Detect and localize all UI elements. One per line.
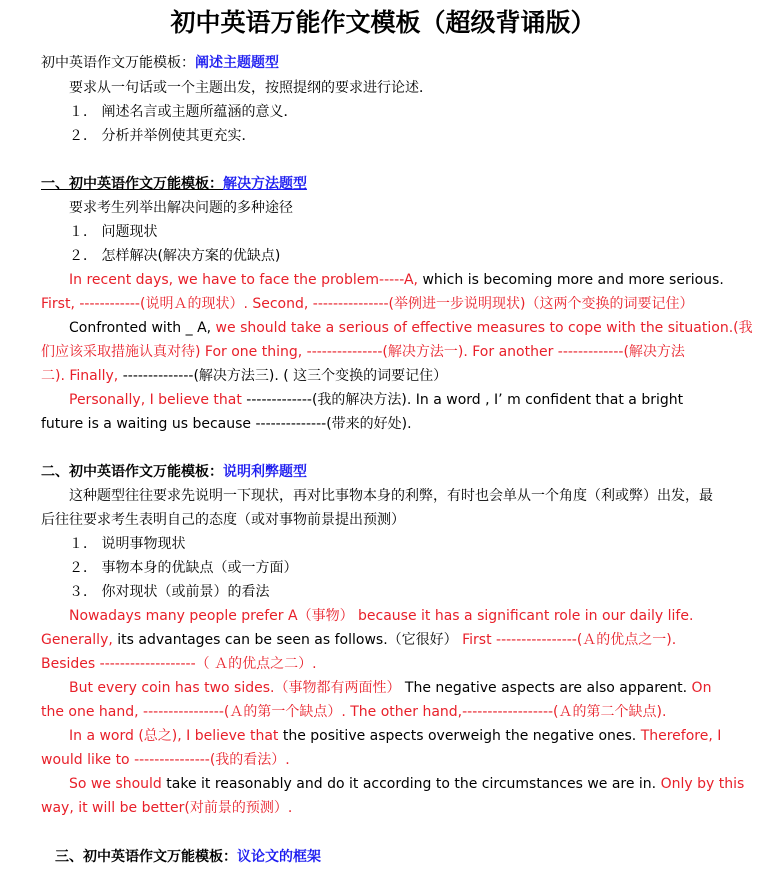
s1-para3-line1 xyxy=(69,388,683,412)
s1-p1-red: In recent days, we have to face the problem-----A, xyxy=(69,272,419,288)
page-title: 初中英语万能作文模板（超级背诵版） xyxy=(170,8,596,37)
s2-para2-line2: the one hand, ----------------(Ａ的第一个缺点）. The other hand,------------------(Ａ的第二个缺点). xyxy=(41,704,667,720)
section-2-desc-1: 这种题型往往要求先说明一下现状，再对比事物本身的利弊，有时也会单从一个角度（利或弊）出发，最 xyxy=(69,488,713,504)
s2-para4-line1 xyxy=(69,772,744,796)
section-2-heading xyxy=(41,460,307,484)
s2-para3-line2: would like to ---------------(我的看法）. xyxy=(41,752,290,768)
s2-para4-line2: way, it will be better(对前景的预测）. xyxy=(41,800,293,816)
s1-para2-line1 xyxy=(69,316,753,340)
s2-para1-line3: Besides -------------------（ Ａ的优点之二）. xyxy=(41,656,317,672)
s2-para1-line2 xyxy=(41,628,676,652)
intro-label: 初中英语作文万能模板： xyxy=(41,55,195,71)
intro-desc: 要求从一句话或一个主题出发，按照提纲的要求进行论述． xyxy=(69,80,433,96)
s2-p3-red2: Therefore, I xyxy=(636,728,722,744)
s2-p4-red2: Only by this xyxy=(656,776,745,792)
s2-p2-red: But every coin has two sides.（事物都有两面性） xyxy=(69,680,401,696)
section-3-label: 三、初中英语作文万能模板： xyxy=(55,849,237,865)
s1-p2-l3-red: 二). Finally, xyxy=(41,368,119,384)
s2-p4-black: take it reasonably and do it according to the circumstances we are in. xyxy=(161,776,657,792)
section-3-type: 议论文的框架 xyxy=(237,849,321,865)
s1-p2-red: we should take a serious of effective measures to cope with the situation.(我 xyxy=(211,320,753,336)
s1-para2-line3 xyxy=(41,364,447,388)
s2-p4-red: So we should xyxy=(69,776,162,792)
s2-p3-red: In a word (总之), I believe that xyxy=(69,728,279,744)
section-3-heading xyxy=(55,845,321,869)
section-1-heading xyxy=(41,172,307,196)
section-2-type: 说明利弊题型 xyxy=(223,464,307,480)
s2-p2-black: The negative aspects are also apparent. xyxy=(400,680,688,696)
intro-type: 阐述主题题型 xyxy=(195,55,279,71)
s1-para1-line2: First, ------------(说明Ａ的现状）. Second, ---------------(举例进一步说明现状)（这两个变换的词要记住） xyxy=(41,296,694,312)
section-1-item-2: ２． 怎样解决(解决方案的优缺点) xyxy=(69,248,281,264)
s2-p2-red2: On xyxy=(687,680,712,696)
s1-p1-black: which is becoming more and more serious. xyxy=(418,272,724,288)
s2-p3-black: the positive aspects overweigh the negative ones. xyxy=(278,728,637,744)
s1-para1-line1 xyxy=(69,268,724,292)
s2-para2-line1 xyxy=(69,676,711,700)
section-2-label: 二、初中英语作文万能模板： xyxy=(41,464,223,480)
s2-para3-line1 xyxy=(69,724,721,748)
s1-p2-black: Confronted with _ A, xyxy=(69,320,212,336)
section-1-label: 一、初中英语作文万能模板： xyxy=(41,176,223,192)
section-2-item-2: ２． 事物本身的优缺点（或一方面） xyxy=(69,560,298,576)
section-1-item-1: １． 问题现状 xyxy=(69,224,158,240)
intro-heading xyxy=(41,51,279,75)
s2-p1-red2: First ----------------(Ａ的优点之一). xyxy=(457,632,677,648)
s1-p2-l3-black: --------------(解决方法三). ( 这三个变换的词要记住） xyxy=(118,368,448,384)
section-2-item-1: １． 说明事物现状 xyxy=(69,536,186,552)
s2-p1-black: its advantages can be seen as follows.（它很好） xyxy=(112,632,458,648)
section-2-desc-2: 后往往要求考生表明自己的态度（或对事物前景提出预测） xyxy=(41,512,405,528)
s2-p1-red: Generally, xyxy=(41,632,113,648)
s1-para2-line2: 们应该采取措施认真对待) For one thing, ---------------(解决方法一). For another -------------(解决方法 xyxy=(41,344,685,360)
intro-item-1: １． 阐述名言或主题所蕴涵的意义． xyxy=(69,104,298,120)
s1-p3-red: Personally, I believe that xyxy=(69,392,242,408)
section-1-type: 解决方法题型 xyxy=(223,176,307,192)
section-1-desc: 要求考生列举出解决问题的多种途径 xyxy=(69,200,293,216)
intro-item-2: ２． 分析并举例使其更充实． xyxy=(69,128,256,144)
s1-para3-line2: future is a waiting us because --------------(带来的好处). xyxy=(41,416,412,432)
s1-p3-black: -------------(我的解决方法). In a word , I’ m confident that a bright xyxy=(241,392,684,408)
s2-para1-line1: Nowadays many people prefer A（事物） because it has a significant role in our daily life. xyxy=(69,608,694,624)
section-2-item-3: ３． 你对现状（或前景）的看法 xyxy=(69,584,270,600)
